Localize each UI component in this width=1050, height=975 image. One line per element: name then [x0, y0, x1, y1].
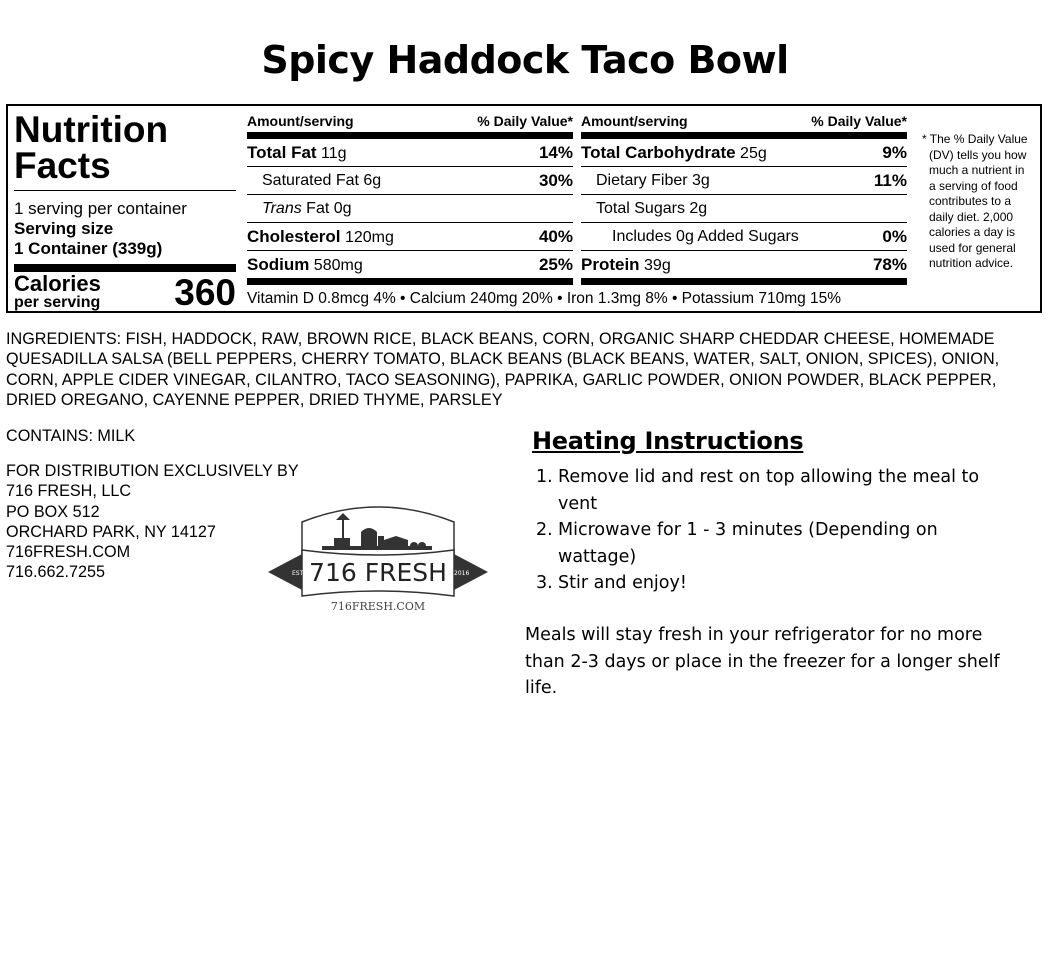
dv-header: % Daily Value*	[811, 113, 907, 129]
allergen-statement: CONTAINS: MILK	[6, 427, 136, 445]
ingredients-list: INGREDIENTS: FISH, HADDOCK, RAW, BROWN RICE, BLACK BEANS, CORN, ORGANIC SHARP CHEDDAR CHEESE, HOMEMADE QUESADILLA SALSA (BELL PEPPERS, CHERRY TOMATO, BLACK BEANS (BLACK BEANS, WATER, SALT, ONION, SPICES), ONION, CORN, APPLE CIDER VINEGAR, CILANTRO, TACO SEASONING), PAPRIKA, GARLIC POWDER, ONION POWDER, BLACK PEPPER, DRIED OREGANO, CAYENNE PEPPER, DRIED THYME, PARSLEY	[6, 330, 1000, 409]
heating-steps	[536, 464, 996, 597]
calories-row	[14, 272, 236, 318]
logo-est: EST.	[292, 570, 305, 577]
distribution-line: FOR DISTRIBUTION EXCLUSIVELY BY	[6, 462, 299, 480]
storage-note: Meals will stay fresh in your refrigerator for no more than 2-3 days or place in the freezer for a longer shelf life.	[525, 625, 1000, 698]
servings-per-container: 1 serving per container	[14, 199, 187, 218]
nutrition-facts-heading	[14, 109, 236, 186]
company-name: 716 FRESH, LLC	[6, 482, 132, 501]
dv-header: % Daily Value*	[477, 113, 573, 129]
nutrient-row-cholesterol: Cholesterol 120mg 40%	[247, 223, 573, 251]
po-box: PO BOX 512	[6, 502, 100, 521]
nutrient-row-saturated-fat: Saturated Fat 6g 30%	[247, 167, 573, 195]
heating-step: 3. Stir and enjoy!	[536, 573, 687, 593]
footnote-line: a serving of food	[929, 178, 1018, 193]
footnote-line: used for general	[929, 240, 1016, 255]
nutrient-row-protein: Protein 39g 78%	[581, 251, 907, 285]
footnote-line: much a nutrient in	[929, 163, 1025, 177]
serving-size-label: Serving size	[14, 219, 114, 238]
website: 716FRESH.COM	[6, 543, 131, 562]
logo-url: 716FRESH.COM	[330, 600, 426, 613]
amount-header: Amount/serving	[247, 113, 354, 129]
nutrient-column-left	[247, 112, 573, 285]
heading-line-1: Nutrition	[14, 109, 169, 150]
nutrient-row-trans-fat: Trans Fat 0g	[247, 195, 573, 223]
nutrient-row-total-fat: Total Fat 11g 14%	[247, 139, 573, 167]
vitamins-minerals-line: Vitamin D 0.8mcg 4% • Calcium 240mg 20% • Iron 1.3mg 8% • Potassium 710mg 15%	[247, 290, 842, 307]
nutrition-facts-panel	[6, 104, 1042, 313]
heating-step: 2. Microwave for 1 - 3 minutes (Depending on wattage)	[536, 520, 938, 567]
serving-size-value: 1 Container (339g)	[14, 239, 163, 258]
nutrient-row-added-sugars: Includes 0g Added Sugars 0%	[581, 223, 907, 251]
heating-step: 1. Remove lid and rest on top allowing the meal to vent	[536, 467, 980, 514]
nutrient-row-dietary-fiber: Dietary Fiber 3g 11%	[581, 167, 907, 195]
footnote-line: calories a day is	[929, 225, 1016, 239]
column-header	[247, 112, 573, 139]
716-fresh-logo	[266, 506, 490, 616]
logo-year: 2016	[454, 570, 470, 577]
calories-label-block	[14, 271, 101, 312]
daily-value-footnote	[922, 132, 1040, 272]
logo-brand: 716 FRESH	[309, 558, 447, 587]
heating-instructions-title: Heating Instructions	[532, 427, 804, 455]
nutrient-row-total-carbohydrate: Total Carbohydrate 25g 9%	[581, 139, 907, 167]
footnote-line: nutrition advice.	[929, 256, 1014, 270]
calories-label: Calories	[14, 271, 101, 296]
footnote-line: contributes to a	[929, 194, 1012, 208]
footnote-line: (DV) tells you how	[929, 147, 1027, 162]
nutrient-row-sodium: Sodium 580mg 25%	[247, 251, 573, 285]
phone-number: 716.662.7255	[6, 563, 106, 582]
nutrient-column-right	[581, 112, 907, 285]
footnote-line: daily diet. 2,000	[929, 209, 1014, 224]
column-header	[581, 112, 907, 139]
distributor-info	[6, 461, 299, 583]
divider	[14, 190, 236, 191]
heading-line-2: Facts	[14, 145, 111, 186]
product-title: Spicy Haddock Taco Bowl	[261, 38, 789, 82]
nutrient-row-total-sugars: Total Sugars 2g	[581, 195, 907, 223]
nutrition-left-block	[14, 109, 236, 318]
amount-header: Amount/serving	[581, 113, 688, 129]
city-state-zip: ORCHARD PARK, NY 14127	[6, 522, 216, 541]
calories-sub-label: per serving	[14, 294, 101, 311]
calories-value: 360	[174, 272, 236, 313]
footnote-line: * The % Daily Value	[922, 132, 1028, 146]
